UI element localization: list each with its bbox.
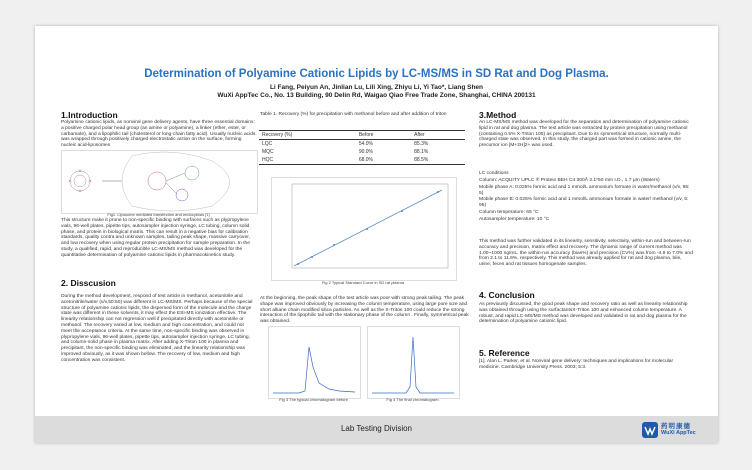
chromatogram-trace xyxy=(273,347,355,393)
data-point xyxy=(333,244,335,246)
liposome-figure xyxy=(61,150,258,214)
fig3-caption: Fig 3 The typical chromatogram before xyxy=(279,397,348,402)
method-text-2: This method was further validated in its linearity, sensitivity, selectivity, within-run and between-run accuracy and precision, matrix effect and recovery. The dynamic range of current method was 1.00~1000 ng/mL, the within-run accuracy (bias%) and precision (CV%) was from -4.9 to 7.0% and from 2.1 to 11.9%, respectively. This method was already applied for rat and dog plasma, bile, urine, feces and rat tissues homogenate samples. xyxy=(479,239,693,268)
lc-condition-line: Mobile phase A: 0.025% formic acid and 1 mmol/L ammonium formate in water/methanol (v/v, 95: 5) xyxy=(479,184,690,196)
table-cell: HQC xyxy=(259,156,356,165)
chromatogram-trace xyxy=(372,337,454,393)
table-row xyxy=(259,148,465,156)
discussion-heading: 2. Disscusion xyxy=(61,278,116,288)
conclusion-text: As previously discussed, the good peak shape and recovery ratio as well as linearity relationship was obtained through using the surfactantsX-Triton 100 and enhanced column temperature. A robust, and rapid LC-MS/MS method was developed and validated in rat and dog plasma for the determination of polyamine cationic lipid. xyxy=(479,302,688,325)
poster-title: Determination of Polyamine Cationic Lipids by LC-MS/MS in SD Rat and Dog Plasma. xyxy=(144,68,609,80)
table-cell: 88.1% xyxy=(414,149,429,155)
table-cell: 90.0% xyxy=(358,149,374,155)
fig2-caption: Fig 2 Typical Standard Curve in SD rat plasma xyxy=(321,280,405,285)
table-cell: 85.3% xyxy=(414,141,429,147)
poster xyxy=(35,26,718,443)
footer-text: Lab Testing Division xyxy=(340,424,412,433)
table-cell: 88.5% xyxy=(411,156,465,165)
fig1-caption: Fig1. Liposome mediated transfection and endocytosis [1] xyxy=(107,212,210,217)
discussion-text: During the method development, respond of test article in methanol, acetonitrile and acetonitrile/water (v/v,50:50) was different in LC-MS/MS. Perhaps because of the special structure of polyamine cationic lipids, the dispersed form of the molecule and the charge state was different in these solvents, it may effect the ESI-MS ionization effective. The linearity relationship can not regression well if precipitated directly with acetonitrile or methanol. The recovery varied at low, medium and high concentration, and could not meet the acceptance criteria. At the same time, non-specific binding was observed in plypropylene vials, 96-well plates, pipette tips, autosampler injection syringe, LC tubing, and column-solid phase in plasma matrix. After adding X-Triton 100 in plasma and precipitant, the non-specific binding was eliminated, and the linearity relationship was improved obviously, as it was shown bellow. The recovery of low, medium and high concentration was consistent. xyxy=(61,294,253,363)
wuxi-logo xyxy=(641,420,713,440)
reference-heading: 5. Reference xyxy=(479,348,530,358)
table-header-cell: After xyxy=(411,131,465,140)
intro-text-2: This structure make it prone to non-specific binding with surfaces such as plypropylene vials, 96-well plates, pipette tips, autosampler injection syringe, LC tubing, column solid phase, and protein in biological matrix. This can result in a negative bias for calibration standards, quality contra and unknown samples, tailing peak shape, massive carryover, and low recovery when using regular protein precipitation for sample preparation. In the study, a qualified, rapid, and reproducible LC-MS/MS method was developed for the quantitative determination of polyamine cationic lipids in pharmacokinetics study. xyxy=(61,218,250,258)
table-cell: 54.0% xyxy=(358,141,374,147)
middle-text: At the beginning, the peak shape of the test article was poor with strong peak tailing. The peak shape was improved obviously by increasing the column temperature, using large pore size and short alkane chain modified silica particles. As well as the X-Triton 100 could reduce the strong interaction of the lipophilic tail with the stationary phase of the column . Finally, symmetrical peak was obtained. xyxy=(260,296,469,325)
lc-condition-line: Autosampler temperature: 10 °C xyxy=(479,216,550,222)
intro-heading: 1.Introduction xyxy=(61,110,118,120)
lc-conditions-heading: LC conditions xyxy=(479,171,509,176)
footer-bar xyxy=(35,416,718,443)
data-point xyxy=(366,228,368,230)
standard-curve-figure xyxy=(271,177,457,281)
method-heading: 3.Method xyxy=(479,110,517,120)
recovery-table xyxy=(259,130,465,165)
lc-condition-line: Column temperature: 65 °C xyxy=(479,209,539,215)
reference-text: [1]. Alan L. Parker, et al. Nonviral gene delivery: techniques and implications for molecular medicine. Cambridge University Press. 2003; 5:3. xyxy=(479,359,674,370)
regression-line xyxy=(294,190,442,266)
table-row xyxy=(259,156,465,165)
table-cell: 68.0% xyxy=(356,156,411,165)
chromatogram-before-figure xyxy=(268,326,361,399)
lc-condition-line: Mobile phase B: 0.025% formic acid and 1 mmol/L ammonium formate in water/ methanol (v/v, 5: 95) xyxy=(479,197,689,209)
data-point xyxy=(311,256,313,258)
lc-conditions-list xyxy=(479,178,694,224)
data-point xyxy=(401,210,403,212)
method-text: An LC-MS/MS method was developed for the separation and determination of polyamine cationic lipid in rat and dog plasma. The test article was extracted by protein precipitation using methanol (containing 0.5% X-Triton 100) as precipitant. Due to its symmetrical structure, normally multi-charged state was observed. In this study, the charged part was formed in cationic amine, the precursor ion [M+2H]2+ was used. xyxy=(479,120,689,149)
data-point xyxy=(297,263,299,265)
authors: Li Fang, Peiyun An, Jinlian Lu, Lili Xing, Zhiyu Li, Yi Tao*, Liang Shen xyxy=(269,84,484,91)
logo-en-text: WuXi AppTec xyxy=(661,430,696,436)
table-header-cell: Before xyxy=(356,131,411,140)
table-cell: LQC xyxy=(262,141,273,147)
wuxi-logo-icon xyxy=(641,421,659,439)
intro-text: Polyamine cationic lipids, as nonviral gene delivery agents, have three essential domains: a positive charged polar head group (an amine or polyamine), a linker (ether, ester, or carbamate), and a lipophilic tail (cholesterol or long-chain fatty acid). Usually nucleic acids was wrapped through positively charged electrostatic action on the surface, forming nucleic acid-liposomes xyxy=(61,120,256,149)
lc-condition-line: Column: ACQUITY UPLC ® Protein BEH C4 300Å 2.1*50 mm I.D., 1.7 μm (Waters) xyxy=(479,178,660,183)
affiliation: WuXi AppTec Co., No. 13 Building, 90 Delin Rd, Waigao Qiao Free Trade Zone, Shanghai, CHINA 200131 xyxy=(217,92,536,99)
fig4-caption: Fig 4 The final chromatogram xyxy=(386,397,439,402)
table-cell: MQC xyxy=(262,149,274,155)
logo-cn-text: 药明康德 xyxy=(661,423,691,430)
table-caption: Table 1. Recovery (%) for precipitation with methanol before and after addition of triton xyxy=(260,112,447,117)
conclusion-heading: 4. Conclusion xyxy=(479,290,535,300)
chromatogram-final-figure xyxy=(367,326,460,399)
table-header-cell: Recovery (%) xyxy=(259,131,356,140)
data-point xyxy=(437,191,439,193)
table-row xyxy=(259,140,465,149)
